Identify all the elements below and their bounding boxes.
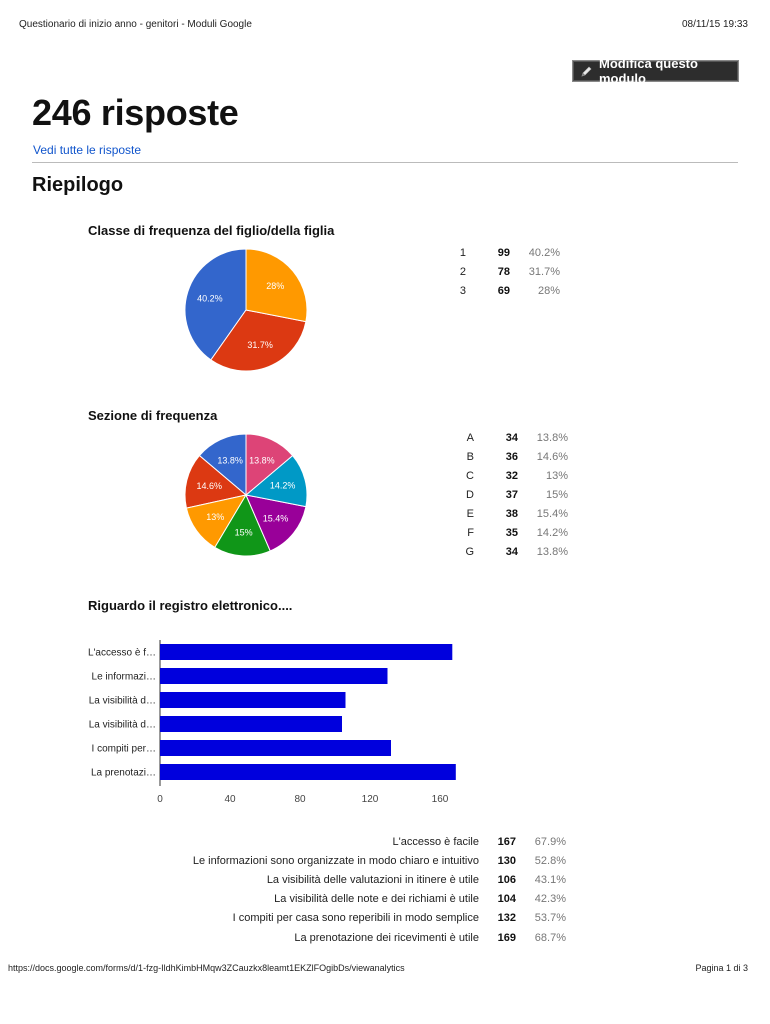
bar-3: [160, 692, 346, 708]
q2-pct: 13.8%: [536, 431, 568, 444]
page-url: https://docs.google.com/forms/d/1-fzg-IldhKimbHMqw3ZCauzkx8leamt1EKZlFOgibDs/viewanalytics: [8, 963, 405, 973]
q3-row: [193, 928, 566, 947]
q2-count: 32: [505, 469, 518, 482]
x-tick-label: 160: [431, 794, 449, 804]
q3-pct: 43.1%: [534, 873, 566, 886]
pie2-slice-label-a: 13.8%: [217, 455, 243, 466]
q2-label: F: [467, 526, 474, 539]
pencil-icon: [580, 65, 593, 78]
question-2-stats-table: [460, 428, 568, 561]
page-number: Pagina 1 di 3: [695, 963, 748, 973]
q1-pct: 31.7%: [528, 265, 560, 278]
x-tick-label: 0: [157, 794, 163, 804]
pie1-slice-label-3: 28%: [266, 280, 285, 291]
q2-count: 38: [505, 507, 518, 520]
q2-count: 36: [505, 450, 518, 463]
q3-pct: 68.7%: [534, 931, 566, 944]
q1-count: 69: [497, 284, 510, 297]
q3-pct: 53.7%: [534, 912, 566, 925]
bar-2: [160, 668, 388, 684]
q2-pct: 13.8%: [536, 545, 568, 558]
bar-5: [160, 740, 391, 756]
q3-row: [193, 832, 566, 851]
pie2-slice-label-b: 14.6%: [196, 480, 223, 491]
q3-row: [193, 870, 566, 889]
document-title: Questionario di inizio anno - genitori - Moduli Google: [19, 19, 252, 30]
question-3-title: Riguardo il registro elettronico....: [88, 598, 293, 613]
pie2-slice-label-f: 14.2%: [269, 480, 296, 491]
q1-pct: 28%: [537, 284, 560, 297]
bar-category-label: La visibilità d…: [88, 695, 156, 707]
q2-pct: 15.4%: [536, 507, 568, 520]
q3-label: La visibilità delle valutazioni in itinere è utile: [266, 873, 479, 886]
q2-pct: 14.6%: [536, 450, 568, 463]
q1-count: 99: [497, 246, 510, 259]
q3-count: 167: [497, 835, 516, 848]
responses-count-title: 246 risposte: [32, 92, 239, 133]
edit-form-label: Modifica questo modulo: [599, 56, 698, 86]
bar-category-label: La visibilità d…: [88, 719, 156, 731]
q1-label: 2: [459, 265, 466, 278]
q3-count: 106: [497, 873, 516, 886]
q2-row: [460, 542, 568, 561]
q3-pct: 42.3%: [534, 893, 566, 906]
q1-label: 1: [459, 246, 466, 259]
q2-label: C: [466, 469, 474, 482]
divider: [32, 162, 738, 163]
bar-category-label: Le informazi…: [91, 671, 156, 683]
pie2-slice-label-d: 15%: [234, 527, 253, 538]
q2-pct: 15%: [545, 488, 568, 501]
q2-label: A: [466, 431, 474, 444]
view-all-responses-link[interactable]: Vedi tutte le risposte: [33, 143, 142, 157]
q2-count: 34: [505, 545, 518, 558]
q3-label: La visibilità delle note e dei richiami è utile: [274, 893, 479, 906]
q3-row: [193, 909, 566, 928]
pie2-slice-label-e: 15.4%: [262, 513, 289, 524]
q1-count: 78: [497, 265, 510, 278]
q3-row: [193, 851, 566, 870]
q2-pct: 13%: [545, 469, 568, 482]
q3-label: I compiti per casa sono reperibili in modo semplice: [232, 912, 479, 925]
q2-label: D: [466, 488, 474, 501]
q2-row: [460, 504, 568, 523]
q3-count: 132: [497, 912, 516, 925]
q2-label: B: [466, 450, 474, 463]
q3-count: 169: [497, 931, 516, 944]
x-tick-label: 40: [224, 794, 236, 804]
q1-row: [452, 262, 560, 281]
pie1-slice-label-1: 40.2%: [197, 293, 223, 304]
question-1-stats-table: [452, 243, 560, 300]
q2-label: G: [465, 545, 474, 558]
q2-row: [460, 447, 568, 466]
edit-form-button[interactable]: [572, 56, 739, 86]
q2-row: [460, 485, 568, 504]
pie2-slice-label-g: 13.8%: [249, 455, 275, 466]
bar-6: [160, 764, 456, 780]
q2-row: [460, 523, 568, 542]
x-tick-label: 80: [294, 794, 306, 804]
question-3-stats-table: [193, 832, 566, 947]
bar-category-label: La prenotazi…: [90, 767, 156, 779]
summary-heading: Riepilogo: [32, 174, 124, 196]
q2-row: [460, 466, 568, 485]
q3-count: 130: [497, 854, 516, 867]
pie2-slice-label-c: 13%: [206, 512, 225, 523]
print-datetime: 08/11/15 19:33: [682, 19, 748, 30]
q2-pct: 14.2%: [536, 526, 568, 539]
q3-pct: 67.9%: [534, 835, 566, 848]
q2-count: 35: [505, 526, 518, 539]
q2-label: E: [466, 507, 474, 520]
q3-label: Le informazioni sono organizzate in modo chiaro e intuitivo: [192, 854, 479, 867]
question-2-pie-chart: [176, 430, 316, 560]
bar-1: [160, 644, 452, 660]
question-1-pie-chart: [176, 245, 316, 375]
question-3-bar-chart: [60, 632, 480, 804]
q3-count: 104: [497, 893, 516, 906]
q3-label: L'accesso è facile: [392, 835, 479, 848]
pie1-slice-label-2: 31.7%: [247, 340, 273, 351]
bar-4: [160, 716, 342, 732]
bar-category-label: I compiti per…: [91, 743, 156, 755]
q2-count: 34: [505, 431, 518, 444]
q1-row: [452, 243, 560, 262]
x-tick-label: 120: [361, 794, 379, 804]
q3-pct: 52.8%: [534, 854, 566, 867]
question-2-title: Sezione di frequenza: [88, 408, 218, 423]
q2-row: [460, 428, 568, 447]
q1-row: [452, 281, 560, 300]
q1-pct: 40.2%: [528, 246, 560, 259]
q3-label: La prenotazione dei ricevimenti è utile: [294, 931, 479, 944]
bar-category-label: L'accesso è f…: [87, 647, 156, 659]
q1-label: 3: [459, 284, 466, 297]
q3-row: [193, 890, 566, 909]
question-1-title: Classe di frequenza del figlio/della figlia: [88, 223, 335, 238]
q2-count: 37: [505, 488, 518, 501]
